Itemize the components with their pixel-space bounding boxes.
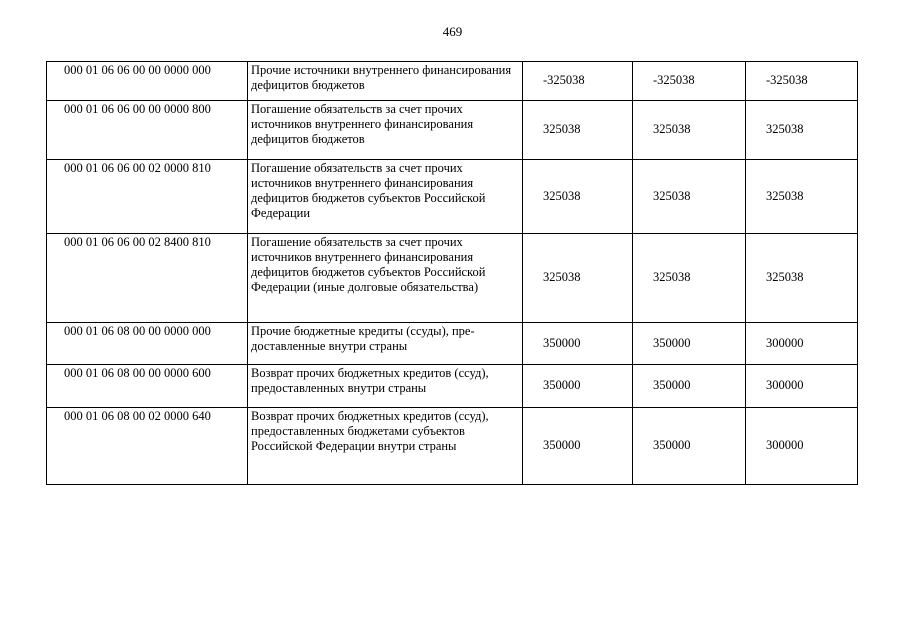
value-cell-year-2: -325038 [633, 62, 746, 101]
budget-code-cell: 000 01 06 06 00 02 8400 810 [47, 234, 248, 323]
budget-code-cell: 000 01 06 08 00 02 0000 640 [47, 408, 248, 485]
value-cell-year-2: 350000 [633, 323, 746, 365]
budget-code-cell: 000 01 06 06 00 00 0000 800 [47, 101, 248, 160]
value-cell-year-1: 325038 [523, 160, 633, 234]
budget-code-cell: 000 01 06 08 00 00 0000 000 [47, 323, 248, 365]
table-row [47, 234, 858, 323]
source-name-cell: Прочие источники внутреннего финансирования дефицитов бюджетов [248, 62, 523, 101]
value-cell-year-2: 325038 [633, 234, 746, 323]
value-cell-year-2: 350000 [633, 365, 746, 408]
budget-sources-table [46, 61, 858, 485]
table-row [47, 101, 858, 160]
table-row [47, 323, 858, 365]
value-cell-year-3: 300000 [746, 323, 858, 365]
table-row [47, 62, 858, 101]
budget-code-cell: 000 01 06 08 00 00 0000 600 [47, 365, 248, 408]
table-row [47, 365, 858, 408]
value-cell-year-3: -325038 [746, 62, 858, 101]
source-name-cell: Погашение обязательств за счет прочих источников внутреннего финансирования дефицитов бюджетов субъектов Российской Федерации [248, 160, 523, 234]
value-cell-year-2: 325038 [633, 101, 746, 160]
page-number: 469 [442, 24, 463, 39]
value-cell-year-1: 350000 [523, 323, 633, 365]
value-cell-year-1: -325038 [523, 62, 633, 101]
source-name-cell: Погашение обязательств за счет прочих источников внутреннего финансирования дефицитов бюджетов [248, 101, 523, 160]
source-name-cell: Возврат прочих бюджетных кредитов (ссуд), предоставленных внутри страны [248, 365, 523, 408]
value-cell-year-3: 325038 [746, 160, 858, 234]
source-name-cell: Возврат прочих бюджетных кредитов (ссуд), предоставленных бюджетами субъектов Российской Федерации внутри страны [248, 408, 523, 485]
value-cell-year-1: 325038 [523, 234, 633, 323]
table-row [47, 408, 858, 485]
value-cell-year-3: 325038 [746, 234, 858, 323]
budget-code-cell: 000 01 06 06 00 02 0000 810 [47, 160, 248, 234]
value-cell-year-3: 300000 [746, 365, 858, 408]
value-cell-year-1: 350000 [523, 408, 633, 485]
source-name-cell: Погашение обязательств за счет прочих источников внутреннего финансирования дефицитов бюджетов субъектов Российской Федерации (иные долговые обязательства) [248, 234, 523, 323]
value-cell-year-3: 325038 [746, 101, 858, 160]
value-cell-year-3: 300000 [746, 408, 858, 485]
table-row [47, 160, 858, 234]
source-name-cell: Прочие бюджетные кредиты (ссуды), пре-доставленные внутри страны [248, 323, 523, 365]
value-cell-year-2: 325038 [633, 160, 746, 234]
value-cell-year-1: 325038 [523, 101, 633, 160]
value-cell-year-1: 350000 [523, 365, 633, 408]
value-cell-year-2: 350000 [633, 408, 746, 485]
budget-code-cell: 000 01 06 06 00 00 0000 000 [47, 62, 248, 101]
